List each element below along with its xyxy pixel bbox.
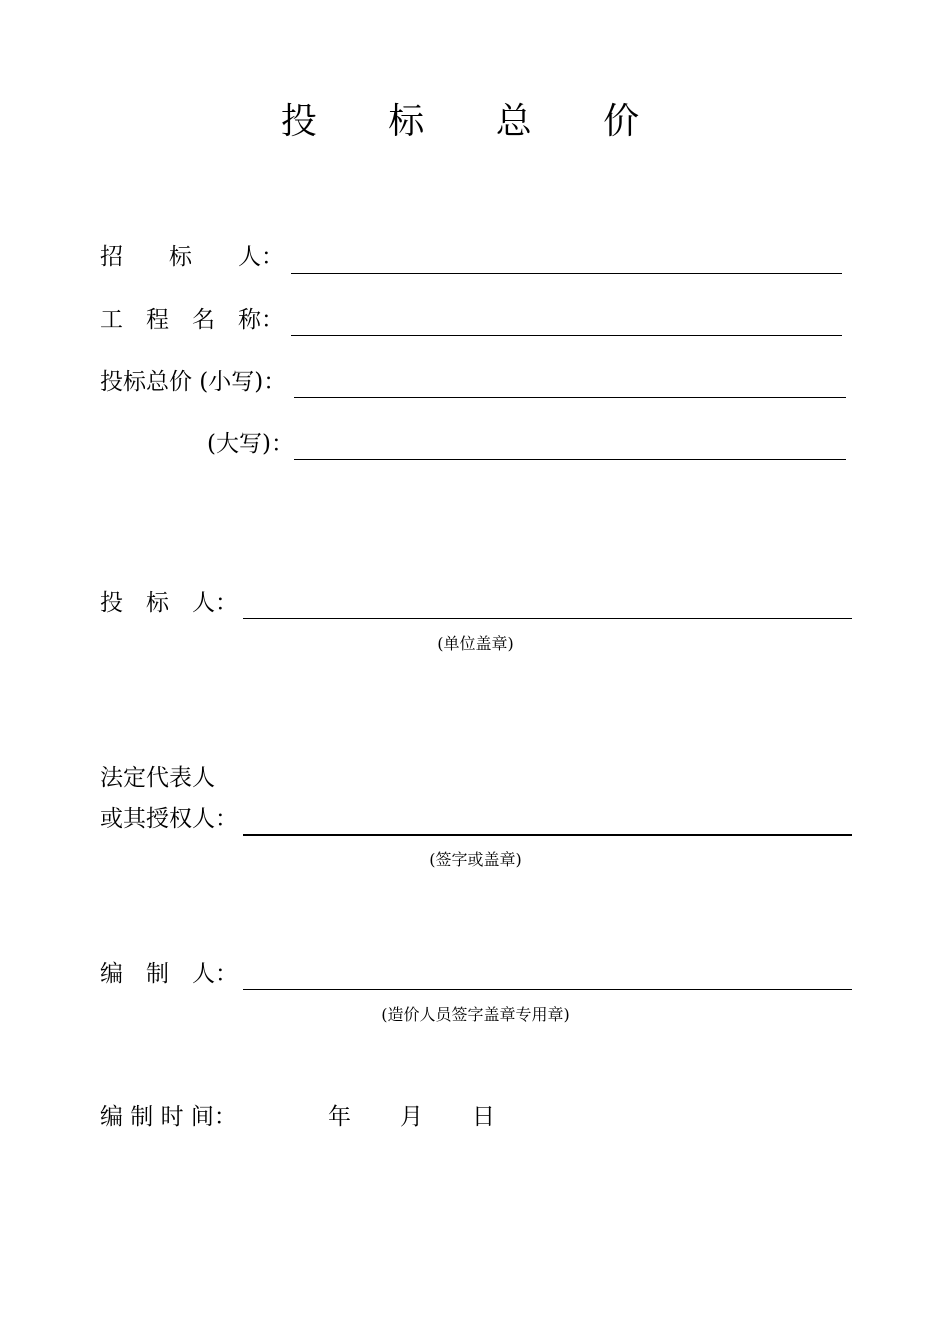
compile-time-label: 编 制 时 间： bbox=[100, 1104, 237, 1130]
tenderee-label: 招 标 人： bbox=[100, 244, 284, 270]
legal-rep-label-line2: 或其授权人： bbox=[100, 806, 238, 832]
project-name-label: 工 程 名 称： bbox=[100, 307, 284, 333]
compiler-label: 编 制 人： bbox=[100, 961, 238, 987]
bidder-line[interactable] bbox=[243, 618, 852, 619]
compile-time-day: 日 bbox=[472, 1104, 495, 1130]
total-price-big-label: (大写)： bbox=[207, 431, 294, 457]
legal-rep-note: (签字或盖章) bbox=[429, 850, 522, 869]
legal-rep-label-line1: 法定代表人 bbox=[100, 765, 215, 791]
legal-rep-line[interactable] bbox=[243, 834, 852, 836]
bidder-note: (单位盖章) bbox=[437, 634, 514, 653]
project-name-line[interactable] bbox=[291, 335, 842, 336]
compile-time-month: 月 bbox=[400, 1104, 423, 1130]
bidder-label: 投 标 人： bbox=[100, 590, 238, 616]
total-price-small-line[interactable] bbox=[294, 397, 846, 398]
compiler-line[interactable] bbox=[243, 989, 852, 990]
compiler-note: (造价人员签字盖章专用章) bbox=[381, 1005, 570, 1024]
total-price-small-label: 投标总价 (小写)： bbox=[100, 369, 287, 395]
compile-time-year: 年 bbox=[328, 1104, 351, 1130]
total-price-big-line[interactable] bbox=[294, 459, 846, 460]
tenderee-line[interactable] bbox=[291, 273, 842, 274]
page-title: 投 标 总 价 bbox=[280, 101, 670, 142]
